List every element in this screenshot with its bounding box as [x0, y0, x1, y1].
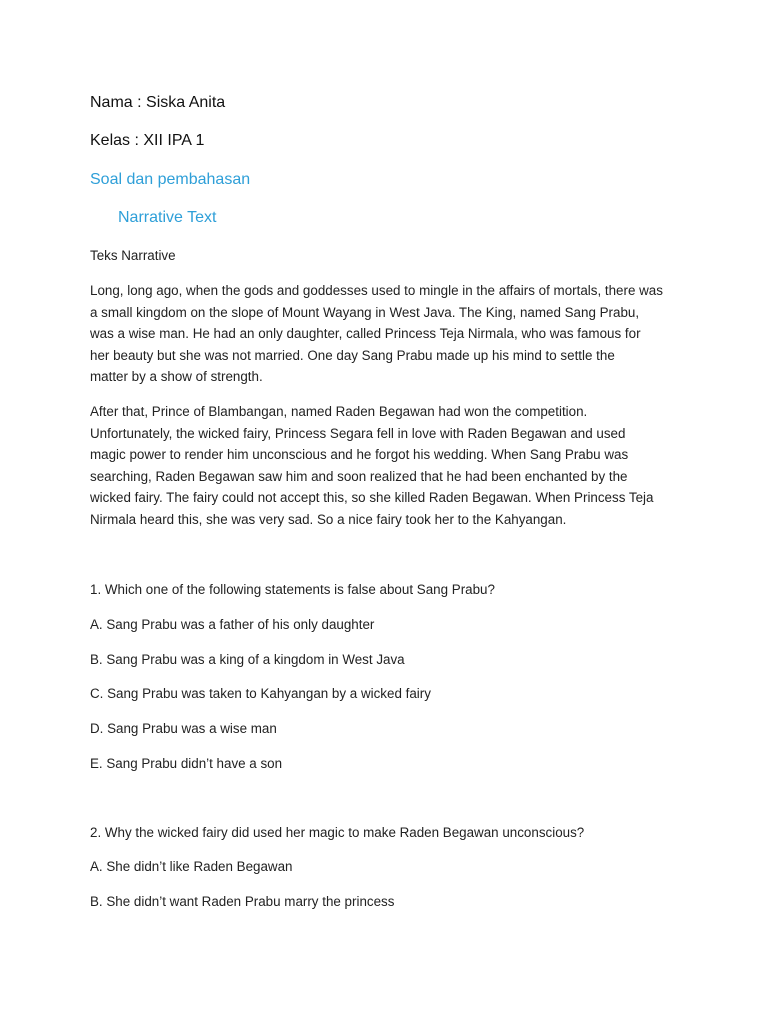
paragraph-line: Unfortunately, the wicked fairy, Princess Segara fell in love with Raden Begawan and used — [90, 425, 626, 441]
q1-option-e: E. Sang Prabu didn’t have a son — [90, 756, 283, 771]
q2-option-a: A. She didn’t like Raden Begawan — [90, 859, 293, 874]
paragraph-line: her beauty but she was not married. One day Sang Prabu made up his mind to settle the — [90, 347, 615, 363]
paragraph-line: Long, long ago, when the gods and goddesses used to mingle in the affairs of mortals, there was — [90, 283, 663, 298]
q1-option-a: A. Sang Prabu was a father of his only daughter — [90, 617, 375, 632]
paragraph-line: searching, Raden Begawan saw him and soon realized that he had been enchanted by the — [90, 468, 628, 484]
paragraph-line: matter by a show of strength. — [90, 369, 263, 385]
student-name: Nama : Siska Anita — [90, 94, 226, 111]
paragraph-line: a small kingdom on the slope of Mount Wayang in West Java. The King, named Sang Prabu, — [90, 304, 640, 320]
paragraph-line: wicked fairy. The fairy could not accept this, so she killed Raden Begawan. When Princess Teja — [90, 490, 654, 506]
paragraph-line: After that, Prince of Blambangan, named Raden Begawan had won the competition. — [90, 404, 588, 419]
question-1: 1. Which one of the following statements is false about Sang Prabu? — [90, 582, 495, 597]
student-class: Kelas : XII IPA 1 — [90, 132, 205, 149]
question-2: 2. Why the wicked fairy did used her magic to make Raden Begawan unconscious? — [90, 825, 585, 840]
q2-option-b: B. She didn’t want Raden Prabu marry the princess — [90, 894, 395, 909]
paragraph-line: magic power to render him unconscious and he forgot his wedding. When Sang Prabu was — [90, 447, 629, 463]
story-paragraph-1 — [90, 280, 690, 388]
subsection-heading: Narrative Text — [118, 209, 217, 226]
q1-option-d: D. Sang Prabu was a wise man — [90, 721, 277, 736]
q1-option-c: C. Sang Prabu was taken to Kahyangan by a wicked fairy — [90, 686, 431, 701]
story-paragraph-2 — [90, 401, 690, 531]
paragraph-line: was a wise man. He had an only daughter, called Princess Teja Nirmala, who was famous for — [90, 326, 641, 342]
q1-option-b: B. Sang Prabu was a king of a kingdom in West Java — [90, 652, 405, 667]
text-type-label: Teks Narrative — [90, 248, 176, 263]
paragraph-line: Nirmala heard this, she was very sad. So a nice fairy took her to the Kahyangan. — [90, 511, 567, 527]
section-heading: Soal dan pembahasan — [90, 171, 251, 188]
